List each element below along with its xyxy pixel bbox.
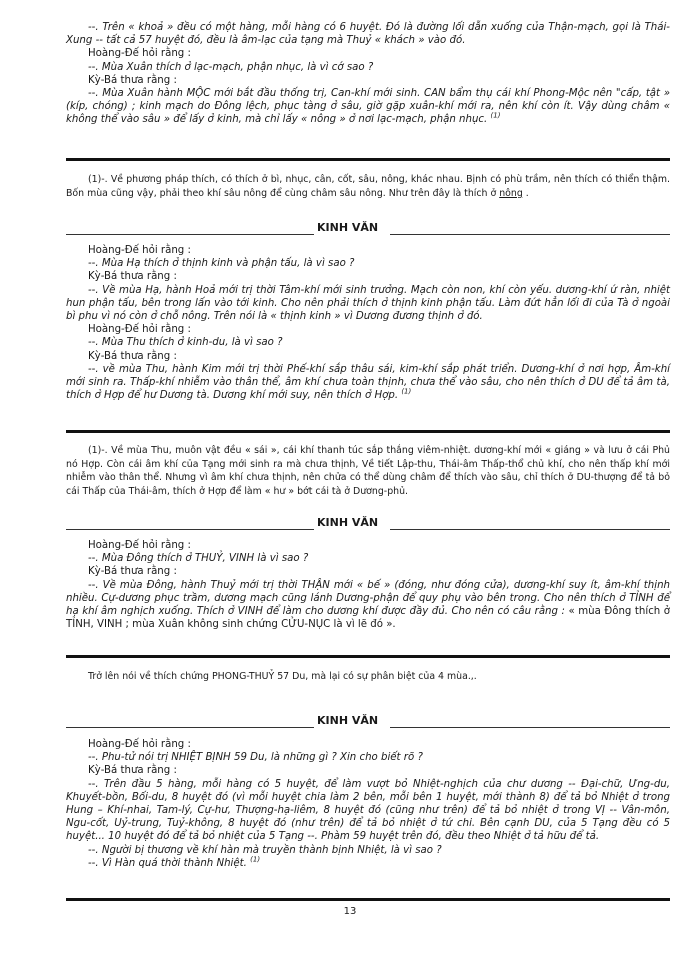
- section-title: KINH VĂN: [317, 516, 379, 529]
- heading-rule-right: [390, 234, 670, 235]
- section-title: KINH VĂN: [317, 221, 379, 234]
- speaker-ky-ba: Kỳ-Bá thưa rằng :: [88, 271, 177, 283]
- answer-text: [66, 363, 670, 403]
- heading-rule-left: [66, 234, 314, 235]
- question-text: --. Mùa Hạ thích ở thịnh kinh và phận tấu, là vì sao ?: [88, 258, 355, 270]
- section-heading-kinh-van: [66, 714, 670, 730]
- heading-rule-left: [66, 727, 314, 728]
- answer-body: --. Vì Hàn quá thời thành Nhiệt.: [88, 857, 247, 869]
- speaker-hoang-de: Hoàng-Đế hỏi rằng :: [88, 739, 191, 750]
- section-title: KINH VĂN: [317, 714, 379, 727]
- dialogue-block-fever: [66, 738, 670, 870]
- answer-text: [66, 579, 670, 632]
- footnote-ref: (1): [250, 855, 261, 864]
- speaker-ky-ba: Kỳ-Bá thưa rằng :: [88, 566, 177, 578]
- summary-paragraph: [66, 670, 670, 684]
- dialogue-block-summer-autumn: [66, 244, 670, 402]
- speaker-hoang-de: Hoàng-Đế hỏi rằng :: [88, 245, 191, 256]
- footnote-end: .: [522, 187, 529, 199]
- question-text: --. Mùa Đông thích ở THUỶ, VINH là vì sao ?: [88, 553, 309, 565]
- speaker-hoang-de: Hoàng-Đế hỏi rằng :: [88, 48, 191, 60]
- question-text: --. Mùa Thu thích ở kinh-du, là vì sao ?: [88, 337, 283, 349]
- page-footer-divider: [66, 898, 670, 901]
- heading-rule-right: [390, 727, 670, 728]
- question-text: --. Mùa Xuân thích ở lạc-mạch, phận nhục, là vì cớ sao ?: [88, 61, 374, 73]
- underlined-word: nông: [499, 187, 523, 199]
- answer-text: [66, 87, 670, 127]
- dialogue-block-spring: [66, 21, 670, 127]
- heading-rule-right: [390, 529, 670, 530]
- heading-rule-left: [66, 529, 314, 530]
- footnote-divider: [66, 430, 670, 433]
- question-text: --. Người bị thương về khí hàn mà truyền thành bịnh Nhiệt, là vì sao ?: [88, 844, 442, 856]
- answer-text: --. Về mùa Hạ, hành Hoả mới trị thời Tâm-khí mới sinh trưởng. Mạch còn non, khí còn yếu. dương-khí ứ ràn, nhiệt hun phận tấu, bên trong lấn vào tới kinh. Cho nên phải thích ở thịnh kinh phận tấu. Làm đứt hẳn lối đi của Tà ở ngoài bì phu vì nó còn ở chỗ nông. Trên nói là « thịnh kinh » vì Dương đương thịnh ở đó.: [66, 284, 670, 323]
- footnote-divider: [66, 158, 670, 161]
- footnote-ref: (1): [490, 112, 501, 121]
- answer-text: [66, 857, 670, 870]
- answer-body: --. Về mùa Đông, hành Thuỷ mới trị thời THẬN mới « bế » (đóng, như đóng cửa), dương-khí suy ít, âm-khí thịnh nhiều. Cự-dương phục trầm, dương mạch cũng lánh Dương-phận để quy phụ vào bên trong. Cho nên thích ở TỈNH để hạ khí âm nghịch xuống. Thích ở VINH để làm cho dương khí được đầy đủ. Cho nên có câu rằng :: [66, 579, 670, 618]
- footnote-2: [66, 444, 670, 498]
- summary-text: Trở lên nói về thích chứng PHONG-THUỶ 57 Du, mà lại có sự phân biệt của 4 mùa.,.: [88, 671, 477, 682]
- section-heading-kinh-van: [66, 516, 670, 532]
- answer-continuation: --. Trên « khoả » đều có một hàng, mỗi hàng có 6 huyệt. Đó là đường lối dẫn xuống của Thận-mạch, gọi là Thái-Xung -- tất cả 57 huyệt đó, đều là âm-lạc của tạng mà Thuỷ « khách » vào đó.: [66, 22, 670, 47]
- section-heading-kinh-van: [66, 221, 670, 237]
- dialogue-block-winter: [66, 539, 670, 631]
- section-divider: [66, 655, 670, 658]
- footnote-text: (1)-. Về mùa Thu, muôn vật đều « sái », cái khí thanh túc sắp thắng viêm-nhiệt. dương-khí mới « giáng » và lưu ở cái Phủ nó Hợp. Còn cái âm khí của Tạng mới sinh ra mà chưa thịnh, Về tiết Lập-thu, Thái-âm Thấp-thổ chủ khí, cho nên thấp khí mới nhiễm vào thân thể. Nhưng vì âm khí chưa thịnh, nên chửa có thể dùng châm để thích vào sâu, chỉ thích ở DU-thượng để tả bỏ cái Thấp của Thái-âm, thích ở Hợp để làm « hư » bớt cái tà ở Dương-phủ.: [66, 445, 670, 497]
- speaker-ky-ba: Kỳ-Bá thưa rằng :: [88, 765, 177, 777]
- footnote-1: [66, 173, 670, 200]
- question-text: --. Phu-tử nói trị NHIỆT BỊNH 59 Du, là những gì ? Xin cho biết rõ ?: [88, 752, 423, 764]
- answer-text: --. Trên đầu 5 hàng, mỗi hàng có 5 huyệt, để làm vượt bỏ Nhiệt-nghịch của chư dương -- Đại-chữ, Ưng-du, Khuyết-bồn, Bối-du, 8 huyệt đó (vì mỗi huyệt chia làm 2 bên, mỗi bên 1 huyệt, mới thành 8) để tả bỏ Nhiệt ở trong Hung – Khí-nhai, Tam-lý, Cự-hư, Thượng-hạ-liêm, 8 huyệt đó (cũng như trên) để tả bỏ nhiệt ở trong VỊ -- Vân-môn, Ngu-cốt, Uỷ-trung, Tuỷ-không, 8 huyệt đó (như trên) để tả bỏ nhiệt ở tứ chi. Bên cạnh DU, của 5 Tạng đều có 5 huyệt... 10 huyệt đó để tả bỏ nhiệt của 5 Tạng --. Phàm 59 huyệt trên đó, đều theo Nhiệt ở tả hữu để tả.: [66, 778, 670, 843]
- footnote-text: [66, 173, 670, 200]
- answer-quote: « mùa Đông thích ở TỈNH, VINH ; mùa Xuân không sinh chứng CỬU-NỤC là vì lẽ đó ».: [66, 606, 670, 631]
- answer-body: --. Mùa Xuân hành MỘC mới bắt đầu thống trị, Can-khí mới sinh. CAN bẩm thụ cái khí Phong-Mộc nên "cấp, tật » (kíp, chóng) ; kinh mạch do Đông lệch, phục tàng ở sâu, giờ gặp xuân-khí mới ra, nên khí còn ít. Vậy dùng châm « không thể vào sâu » để lấy ở kinh, mà chỉ lấy « nông » ở nơi lạc-mạch, phận nhục.: [66, 88, 670, 126]
- speaker-ky-ba: Kỳ-Bá thưa rằng :: [88, 350, 177, 362]
- speaker-hoang-de: Hoàng-Đế hỏi rằng :: [88, 324, 191, 336]
- answer-body: --. về mùa Thu, hành Kim mới trị thời Phế-khí sắp thâu sái, kim-khí sắp phát triển. Dương-khí ở nơi hợp, Âm-khí mới sinh ra. Thấp-khí nhiễm vào thân thể, âm khí chưa toàn thịnh, chưa thể vào sâu, cho nên thích ở DU để tả âm tà, thích ở Hợp để hư Dương tà. Dương khí mới suy, nên thích ở Hợp.: [66, 363, 670, 402]
- footnote-body: (1)-. Về phương pháp thích, có thích ở bì, nhục, cân, cốt, sâu, nông, khác nhau. Bịnh có phù trầm, nên thích có thiển thậm. Bốn mùa cũng vậy, phải theo khí sâu nông để cùng châm sâu nông. Như trên đây là thích ở: [66, 174, 670, 199]
- page-number: 13: [343, 906, 357, 917]
- speaker-ky-ba: Kỳ-Bá thưa rằng :: [88, 74, 177, 86]
- footnote-ref: (1): [401, 387, 412, 396]
- speaker-hoang-de: Hoàng-Đế hỏi rằng :: [88, 540, 191, 551]
